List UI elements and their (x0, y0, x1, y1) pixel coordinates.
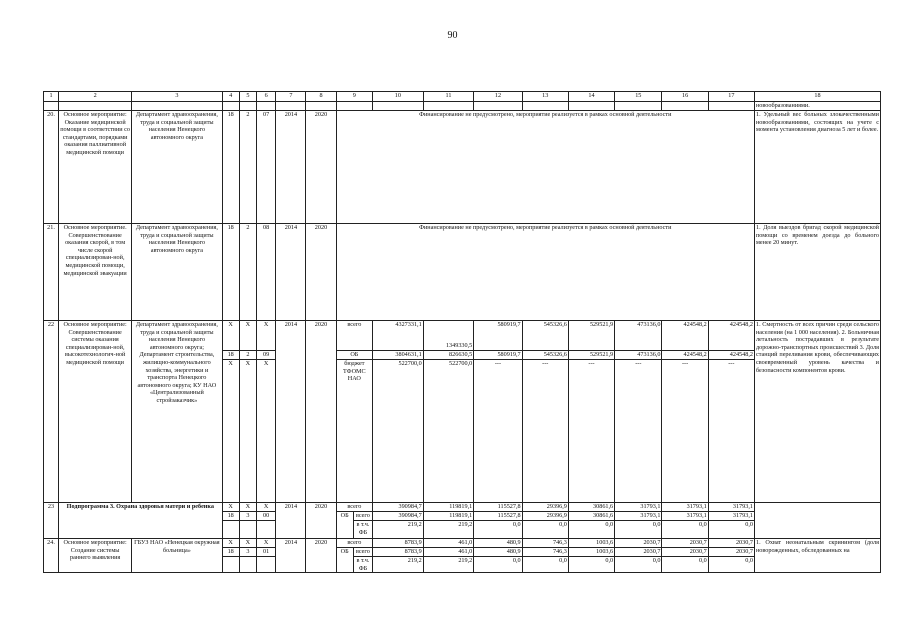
code-cell: X (239, 503, 256, 512)
value-cell: 2030,7 (662, 539, 708, 548)
value-cell: 580919,7 (474, 351, 522, 360)
value-cell: 119819,1 (423, 503, 474, 512)
value-cell: 0,0 (615, 557, 662, 573)
value-cell: 1003,6 (568, 548, 614, 557)
code-cell: 01 (256, 548, 275, 557)
value-cell: 0,0 (662, 557, 708, 573)
value-cell: 4327331,1 (373, 321, 424, 351)
code-cell: 3 (239, 512, 256, 521)
value-cell: 219,2 (423, 557, 474, 573)
value-cell: 31793,1 (708, 503, 754, 512)
value-cell: 3804631,1 (373, 351, 424, 360)
funding-source: всего (336, 539, 373, 548)
col-header: 15 (615, 92, 662, 102)
program-table (43, 91, 881, 573)
value-cell: 424548,2 (708, 351, 754, 360)
col-header: 1 (44, 92, 59, 102)
value-cell: 480,9 (474, 539, 522, 548)
value-cell: 424548,2 (662, 321, 708, 351)
value-cell: 0,0 (522, 521, 568, 539)
col-header: 2 (59, 92, 132, 102)
value-cell: 0,0 (662, 521, 708, 539)
row-number: 21. (44, 224, 59, 321)
value-cell: 219,2 (373, 521, 424, 539)
value-cell: 219,2 (423, 521, 474, 539)
value-cell: 529521,9 (568, 321, 614, 351)
col-header: 14 (568, 92, 614, 102)
col-header: 16 (662, 92, 708, 102)
value-cell: 31793,1 (662, 503, 708, 512)
value-cell: 0,0 (708, 557, 754, 573)
end-year: 2020 (306, 224, 336, 321)
code-cell (239, 521, 256, 539)
col-header: 8 (306, 92, 336, 102)
value-cell: 473136,0 (615, 351, 662, 360)
code-cell (256, 557, 275, 573)
funding-subsource: всего (353, 512, 372, 521)
row-number: 23 (44, 503, 59, 539)
value-cell: --- (615, 360, 662, 503)
value-cell: 119819,1 (423, 512, 474, 521)
code-cell: 2 (239, 224, 256, 321)
value-cell: 0,0 (615, 521, 662, 539)
value-cell: 522700,0 (373, 360, 424, 503)
value-cell: 31793,1 (708, 512, 754, 521)
row-number: 20. (44, 111, 59, 224)
code-cell: 18 (222, 512, 239, 521)
measure-name: Основное мероприятие: Совершенствование системы оказания специализирован-ной, высокотехнологич-ной медицинской помощи (59, 321, 132, 503)
table-row (44, 321, 881, 351)
col-header: 4 (222, 92, 239, 102)
value-cell: 31793,1 (615, 512, 662, 521)
funding-subsource: всего (353, 548, 372, 557)
value-cell: 1003,6 (568, 539, 614, 548)
funding-source: ОБ (336, 512, 353, 539)
executor: ГБУЗ НАО «Ненецкая окружная больница» (132, 539, 222, 573)
value-cell: 0,0 (568, 521, 614, 539)
col-header: 13 (522, 92, 568, 102)
carry-text: новообразованиями. (754, 102, 880, 111)
value-cell: 29396,9 (522, 503, 568, 512)
value-cell: --- (662, 360, 708, 503)
code-cell: X (256, 360, 275, 503)
code-cell: X (222, 321, 239, 351)
code-cell: 2 (239, 351, 256, 360)
value-cell: 826630,5 (423, 351, 474, 360)
end-year: 2020 (306, 111, 336, 224)
value-cell: 424548,2 (708, 321, 754, 351)
indicator-text: 1. Смертность от всех причин среди сельского населения (на 1 000 населения). 2. Больничная летальность пострадавших в результате дорожно-транспортных происшествий 3. Доля станций переливания крови, обеспечивающих своевременный уровень качества и безопасности компонентов крови. (754, 321, 880, 503)
value-cell: --- (568, 360, 614, 503)
value-cell: 0,0 (522, 557, 568, 573)
code-cell: X (222, 539, 239, 548)
table-row (44, 102, 881, 111)
row-number: 22 (44, 321, 59, 503)
value-cell: 1349330,5 (423, 321, 474, 351)
code-cell: 2 (239, 111, 256, 224)
funding-subsource: в т.ч. ФБ (353, 557, 372, 573)
value-cell: 219,2 (373, 557, 424, 573)
code-cell: 18 (222, 111, 239, 224)
end-year: 2020 (306, 539, 336, 573)
page-number: 90 (447, 30, 458, 41)
value-cell: 545326,6 (522, 321, 568, 351)
funding-source: всего (336, 321, 373, 351)
value-cell: 0,0 (474, 557, 522, 573)
col-header: 3 (132, 92, 222, 102)
value-cell: 2030,7 (708, 539, 754, 548)
value-cell: 8783,9 (373, 548, 424, 557)
value-cell: 2030,7 (662, 548, 708, 557)
code-cell (256, 521, 275, 539)
header-row (44, 92, 881, 102)
end-year: 2020 (306, 321, 336, 503)
value-cell: 2030,7 (615, 548, 662, 557)
code-cell: 00 (256, 512, 275, 521)
code-cell: 18 (222, 224, 239, 321)
code-cell: 08 (256, 224, 275, 321)
code-cell: X (222, 360, 239, 503)
code-cell: X (222, 503, 239, 512)
table-row (44, 111, 881, 224)
funding-note: Финансирование не предусмотрено, мероприятие реализуется в рамках основной деятельности (336, 111, 754, 224)
value-cell: --- (708, 360, 754, 503)
col-header: 5 (239, 92, 256, 102)
indicator-text: 1. Удельный вес больных злокачественными новообразованиями, состоящих на учете с момента установления диагноза 5 лет и более. (754, 111, 880, 224)
funding-note: Финансирование не предусмотрено, мероприятие реализуется в рамках основной деятельности (336, 224, 754, 321)
table-row (44, 539, 881, 548)
value-cell: 529521,9 (568, 351, 614, 360)
start-year: 2014 (276, 111, 306, 224)
code-cell (222, 521, 239, 539)
col-header: 10 (373, 92, 424, 102)
value-cell: 0,0 (568, 557, 614, 573)
value-cell: 461,0 (423, 539, 474, 548)
indicator-text: 1. Доля выездов бригад скорой медицинской помощи со временем доезда до больного менее 20 минут. (754, 224, 880, 321)
value-cell: 0,0 (708, 521, 754, 539)
row-number: 24. (44, 539, 59, 573)
indicator-text (754, 503, 880, 539)
start-year: 2014 (276, 503, 306, 539)
code-cell: 18 (222, 351, 239, 360)
funding-source: всего (336, 503, 373, 512)
code-cell (222, 557, 239, 573)
col-header: 11 (423, 92, 474, 102)
value-cell: 746,3 (522, 548, 568, 557)
code-cell: 3 (239, 548, 256, 557)
code-cell: X (256, 503, 275, 512)
value-cell: 31793,1 (662, 512, 708, 521)
code-cell: X (239, 360, 256, 503)
value-cell: 746,3 (522, 539, 568, 548)
value-cell: 115527,8 (474, 512, 522, 521)
value-cell: 2030,7 (708, 548, 754, 557)
indicator-text: 1. Охват неонатальным скринингом (доля новорожденных, обследованных на (754, 539, 880, 573)
code-cell: X (256, 539, 275, 548)
value-cell: 545326,6 (522, 351, 568, 360)
col-header: 17 (708, 92, 754, 102)
col-header: 9 (336, 92, 373, 102)
value-cell: 580919,7 (474, 321, 522, 351)
value-cell: 390984,7 (373, 512, 424, 521)
value-cell: --- (522, 360, 568, 503)
code-cell: 07 (256, 111, 275, 224)
value-cell: --- (474, 360, 522, 503)
executor: Департамент здравоохранения, труда и социальной защиты населения Ненецкого автономного округа (132, 224, 222, 321)
measure-name: Основное мероприятие. Совершенствование оказания скорой, в том числе скорой специализирован-ной, медицинской помощи, медицинской эвакуации (59, 224, 132, 321)
funding-source: ОБ (336, 548, 353, 573)
end-year: 2020 (306, 503, 336, 539)
col-header: 7 (276, 92, 306, 102)
value-cell: 522700,0 (423, 360, 474, 503)
code-cell: X (239, 321, 256, 351)
executor: Департамент здравоохранения, труда и социальной защиты населения Ненецкого автономного округа; Департамент строительства, жилищно-коммунального хозяйства, энергетики и транспорта Ненецкого автономного округа; КУ НАО «Централизованный стройзаказчик» (132, 321, 222, 503)
start-year: 2014 (276, 539, 306, 573)
measure-name: Основное мероприятие: Оказание медицинской помощи в соответствии со стандартами, порядками оказания паллиативной медицинской помощи (59, 111, 132, 224)
start-year: 2014 (276, 224, 306, 321)
value-cell: 29396,9 (522, 512, 568, 521)
funding-source: бюджет ТФОМС НАО (336, 360, 373, 503)
subprogram-title: Подпрограмма 3. Охрана здоровья матери и ребенка (59, 503, 223, 539)
col-header: 12 (474, 92, 522, 102)
value-cell: 8783,9 (373, 539, 424, 548)
value-cell: 31793,1 (615, 503, 662, 512)
value-cell: 30861,6 (568, 503, 614, 512)
value-cell: 2030,7 (615, 539, 662, 548)
value-cell: 115527,8 (474, 503, 522, 512)
value-cell: 390984,7 (373, 503, 424, 512)
executor: Департамент здравоохранения, труда и социальной защиты населения Ненецкого автономного округа (132, 111, 222, 224)
value-cell: 424548,2 (662, 351, 708, 360)
value-cell: 461,0 (423, 548, 474, 557)
col-header: 6 (256, 92, 275, 102)
code-cell: 09 (256, 351, 275, 360)
code-cell: X (256, 321, 275, 351)
value-cell: 473136,0 (615, 321, 662, 351)
value-cell: 0,0 (474, 521, 522, 539)
funding-source: ОБ (336, 351, 373, 360)
table-row (44, 224, 881, 321)
table-row (44, 503, 881, 512)
code-cell: 18 (222, 548, 239, 557)
funding-subsource: в т.ч. ФБ (353, 521, 372, 539)
col-header: 18 (754, 92, 880, 102)
value-cell: 30861,6 (568, 512, 614, 521)
value-cell: 480,9 (474, 548, 522, 557)
code-cell (239, 557, 256, 573)
start-year: 2014 (276, 321, 306, 503)
code-cell: X (239, 539, 256, 548)
measure-name: Основное мероприятие: Создание системы раннего выявления (59, 539, 132, 573)
